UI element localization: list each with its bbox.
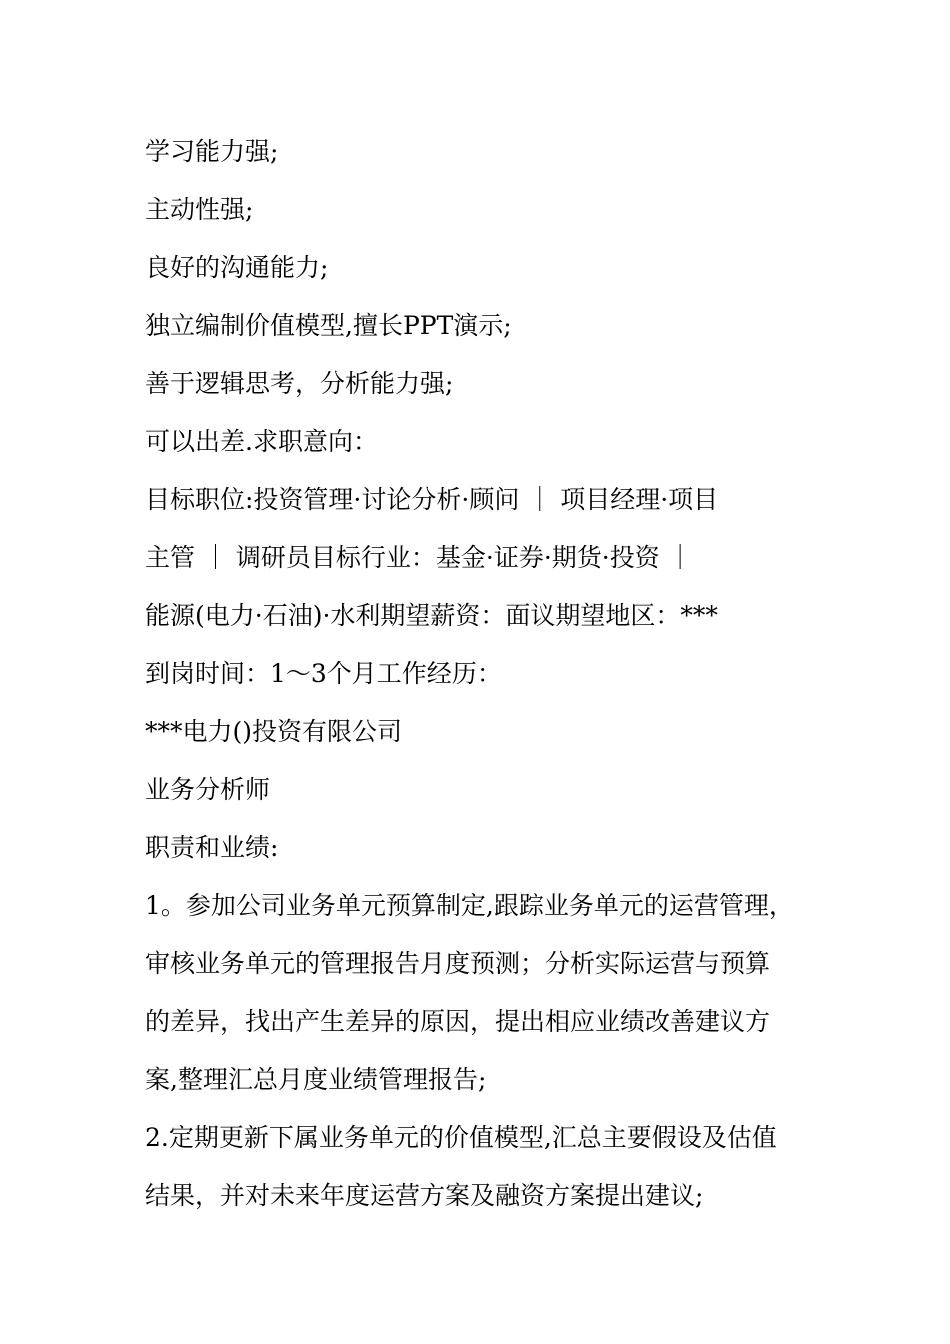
text-line: 2.定期更新下属业务单元的价值模型,汇总主要假设及估值 [145, 1123, 777, 1152]
text-line: 主管 ｜ 调研员目标行业：基金·证券·期货·投资 ｜ [145, 543, 693, 572]
text-line: 可以出差.求职意向： [145, 427, 378, 456]
company-name: ***电力()投资有限公司 [145, 717, 403, 746]
text-line: 的差异，找出产生差异的原因，提出相应业绩改善建议方 [145, 1007, 771, 1036]
text-line: 善于逻辑思考，分析能力强; [145, 369, 454, 398]
text-line: 学习能力强; [145, 137, 279, 166]
text-line: 结果，并对未来年度运营方案及融资方案提出建议; [145, 1181, 704, 1210]
job-title: 业务分析师 [145, 775, 271, 804]
text-line: 到岗时间：1～3个月工作经历： [145, 659, 502, 688]
text-line: 主动性强; [145, 195, 254, 224]
resume-text [145, 128, 815, 1230]
text-line: 能源(电力·石油)·水利期望薪资：面议期望地区：*** [145, 601, 718, 630]
text-line: 目标职位:投资管理·讨论分析·顾问 ｜ 项目经理·项目 [145, 485, 719, 514]
text-line: 良好的沟通能力; [145, 253, 329, 282]
text-line: 案,整理汇总月度业绩管理报告; [145, 1065, 487, 1094]
text-line: 独立编制价值模型,擅长PPT演示; [145, 311, 512, 340]
text-line: 1。参加公司业务单元预算制定,跟踪业务单元的运营管理， [145, 891, 794, 920]
section-heading: 职责和业绩: [145, 833, 279, 862]
text-line: 审核业务单元的管理报告月度预测；分析实际运营与预算 [145, 949, 771, 978]
